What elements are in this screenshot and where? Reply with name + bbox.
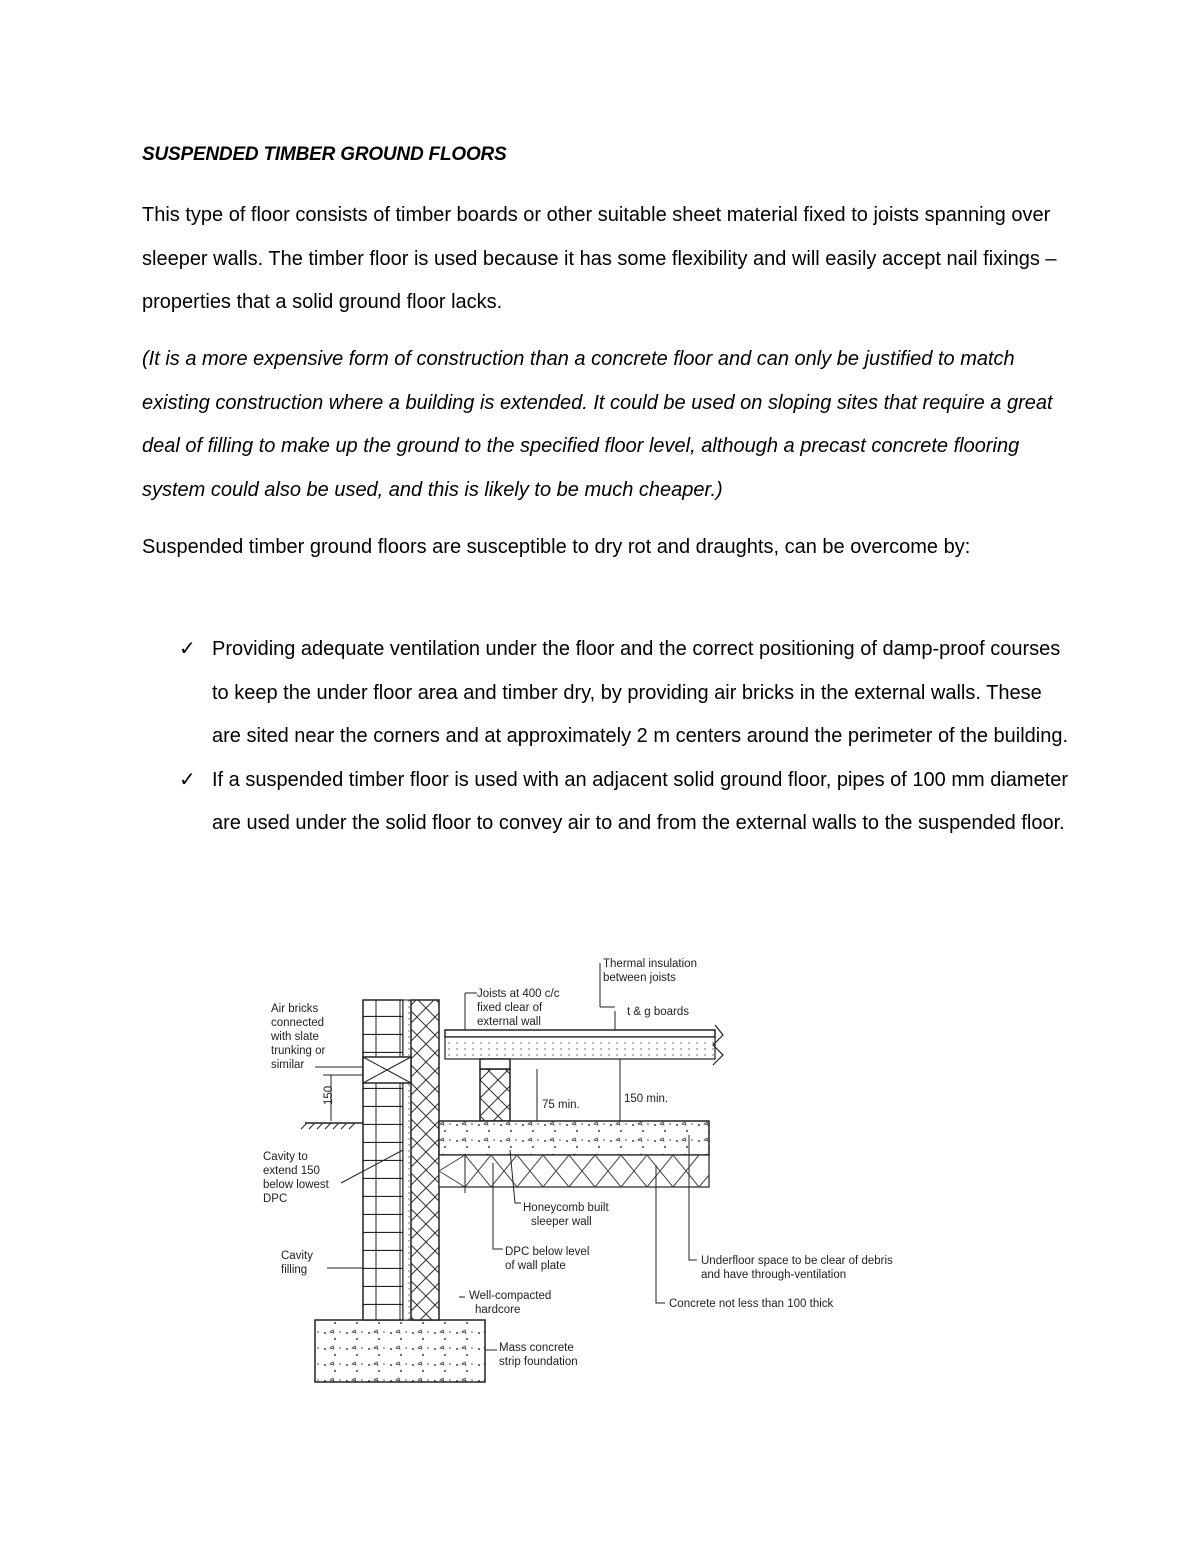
label-dpc: of wall plate bbox=[505, 1260, 566, 1272]
joists-insulation bbox=[445, 1037, 715, 1059]
cavity-fill bbox=[403, 1000, 411, 1320]
label-dim-150: 150 bbox=[323, 1085, 335, 1105]
problems-paragraph: Suspended timber ground floors are susceptible to dry rot and draughts, can be overcome by: bbox=[142, 536, 971, 558]
label-cavity: below lowest bbox=[263, 1179, 329, 1191]
sleeper-wall bbox=[480, 1069, 510, 1121]
list-item bbox=[142, 759, 1072, 846]
label-cavity: Cavity to bbox=[263, 1151, 308, 1163]
label-dpc: DPC below level bbox=[505, 1246, 590, 1258]
label-foundation: strip foundation bbox=[499, 1356, 578, 1368]
label-hardcore: hardcore bbox=[475, 1304, 521, 1316]
cost-note-paragraph: (It is a more expensive form of construction than a concrete floor and can only be justified to match existing construction where a building is extended. It could be used on sloping sites that require a great deal of filling to make up the ground to the specified floor level, although a precast concrete flooring system could also be used, and this is likely to be much cheaper.) bbox=[142, 348, 1053, 501]
label-concrete: Concrete not less than 100 thick bbox=[669, 1298, 834, 1310]
label-joists: fixed clear of bbox=[477, 1002, 543, 1014]
label-joists: Joists at 400 c/c bbox=[477, 988, 560, 1000]
label-air-bricks: connected bbox=[271, 1017, 325, 1029]
label-foundation: Mass concrete bbox=[499, 1342, 574, 1354]
label-dim-75-min: 75 min. bbox=[542, 1099, 580, 1111]
label-cavity-filling: filling bbox=[281, 1264, 308, 1276]
list-item-text: If a suspended timber floor is used with an adjacent solid ground floor, pipes of 100 mm diameter are used under the solid floor to convey air to and from the external walls to the suspended floor. bbox=[212, 768, 1069, 834]
label-air-bricks: with slate bbox=[271, 1031, 319, 1043]
strip-foundation bbox=[315, 1320, 485, 1382]
label-joists: external wall bbox=[477, 1016, 541, 1028]
page-title: SUSPENDED TIMBER GROUND FLOORS bbox=[142, 144, 507, 165]
intro-paragraph: This type of floor consists of timber boards or other suitable sheet material fixed to joists spanning over sleeper walls. The timber floor is used because it has some flexibility and will easily accept nail fixings – properties that a solid ground floor lacks. bbox=[142, 204, 1057, 313]
concrete-oversite bbox=[439, 1121, 709, 1155]
label-cavity: DPC bbox=[263, 1193, 288, 1205]
outer-brick-leaf bbox=[363, 1000, 403, 1320]
label-thermal-insulation: Thermal insulation bbox=[603, 958, 697, 970]
checklist bbox=[142, 628, 1072, 846]
label-honeycomb: sleeper wall bbox=[531, 1216, 592, 1228]
label-dim-150-min: 150 min. bbox=[624, 1093, 669, 1105]
list-item-text: Providing adequate ventilation under the floor and the correct positioning of damp-proof courses to keep the under floor area and timber dry, by providing air bricks in the external walls. These are sited near the corners and at approximately 2 m centers around the perimeter of the building. bbox=[212, 638, 1069, 747]
label-tg-boards: t & g boards bbox=[627, 1006, 690, 1018]
wall-plate bbox=[480, 1059, 510, 1069]
label-underfloor: Underfloor space to be clear of debris bbox=[701, 1255, 893, 1267]
label-cavity-filling: Cavity bbox=[281, 1250, 313, 1262]
list-item bbox=[142, 628, 1072, 759]
floor-section-diagram bbox=[255, 945, 955, 1390]
tg-boards bbox=[445, 1030, 715, 1037]
label-hardcore: Well-compacted bbox=[469, 1290, 552, 1302]
inner-block-leaf bbox=[411, 1000, 439, 1320]
checkmark-icon: ✓ bbox=[179, 768, 196, 791]
label-air-bricks: Air bricks bbox=[271, 1003, 319, 1015]
label-honeycomb: Honeycomb built bbox=[523, 1202, 609, 1214]
label-air-bricks: trunking or bbox=[271, 1045, 326, 1057]
label-underfloor: and have through-ventilation bbox=[701, 1269, 847, 1281]
checkmark-icon: ✓ bbox=[179, 638, 196, 660]
label-cavity: extend 150 bbox=[263, 1165, 320, 1177]
label-thermal-insulation: between joists bbox=[603, 972, 676, 984]
label-air-bricks: similar bbox=[271, 1059, 305, 1071]
